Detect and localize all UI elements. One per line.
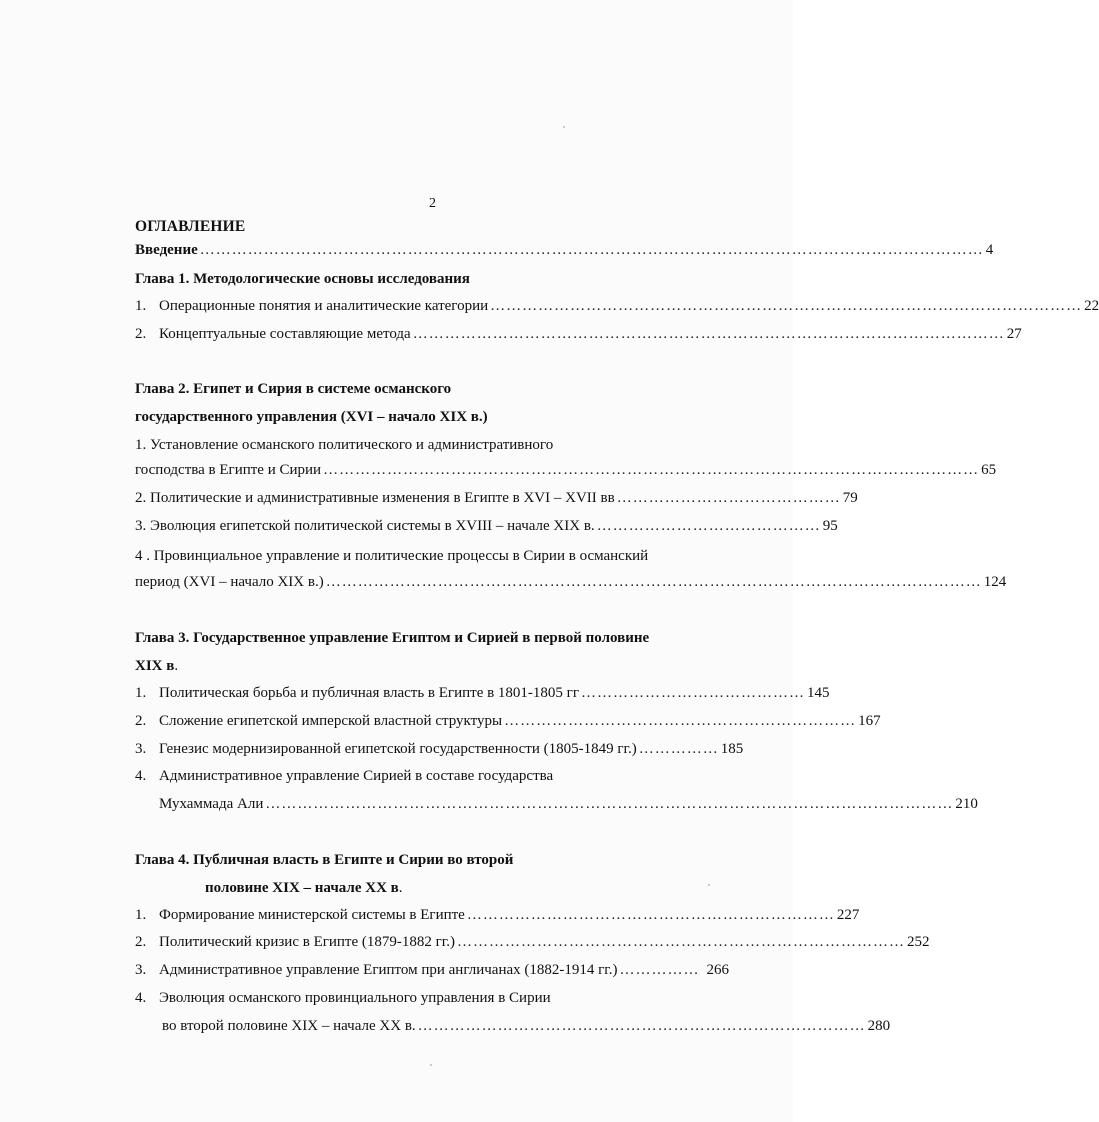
toc-entry-page: 65 [981,462,997,478]
toc-entry-label: господства в Египте и Сирии [135,462,322,478]
toc-entry-number: 1. [135,907,147,923]
toc-entry-2-4[interactable] [135,574,1007,596]
dot-leader: ………………………………………………………………………………………………… [490,298,1083,314]
scan-speck [708,884,710,886]
toc-entry-1-1[interactable] [135,298,1099,320]
toc-entry-page: 4 [985,242,994,258]
chapter-4-title-line1[interactable]: Глава 4. Публичная власть в Египте и Сирии во второй [135,852,514,868]
dot-leader: ………………………………………………………………………………………………………………………………… [199,242,984,258]
toc-entry-number: 4. [135,990,147,1006]
toc-entry-label: Административное управление Сирией в составе государства [159,768,554,784]
toc-entry-label: во второй половине XIX – начале XX в. [162,1018,416,1034]
toc-entry-number: 3. [135,962,147,978]
dot-leader: …………………………………………………………………………………………………………… [325,574,982,590]
dot-leader: ………………………………………………………… [504,713,857,729]
toc-entry-label: Эволюция османского провинциального управления в Сирии [159,990,551,1006]
toc-entry-label: Политическая борьба и публичная власть в Египте в 1801-1805 гг [159,685,579,701]
toc-entry-page: 266 [706,962,729,978]
toc-entry-label: Операционные понятия и аналитические категории [159,298,489,314]
toc-entry-page: 95 [822,518,838,534]
toc-entry-2-2[interactable] [135,490,858,512]
dot-leader: ………………………………………………………………………… [457,934,905,950]
toc-entry-number: 1. [135,298,147,314]
toc-entry-4-3[interactable] [135,962,729,984]
dot-leader: …………………………………………………………… [466,907,835,923]
toc-entry-number: 4. [135,768,147,784]
toc-entry-label: Политический кризис в Египте (1879-1882 гг.) [159,934,455,950]
toc-entry-page: 227 [836,907,860,923]
toc-entry-3-4[interactable] [159,796,978,818]
toc-entry-page: 210 [955,796,978,812]
chapter-4-title-line2-text: половине XIX – начале XX в [205,880,399,896]
toc-entry-page: 27 [1006,326,1022,342]
toc-entry-number: 2. [135,326,147,342]
toc-entry-4-4-line1[interactable] [135,990,551,1012]
dot-leader: ………………………………………………………………………… [417,1018,866,1034]
toc-entry-page: 22 [1084,298,1099,314]
dot-leader: …………………………………………………………………………………………………………… [323,462,980,478]
toc-entry-page: 124 [983,574,1007,590]
toc-title: ОГЛАВЛЕНИЕ [135,218,246,235]
toc-entry-label: Сложение египетской имперской властной структуры [159,713,503,729]
chapter-2-title-line1[interactable]: Глава 2. Египет и Сирия в системе османского [135,381,452,397]
chapter-3-title-line2-text: XIX в [135,658,175,674]
chapter-3-title-line2[interactable] [135,658,178,675]
scan-speck [563,126,565,128]
toc-entry-4-1[interactable] [135,907,860,929]
toc-entry-number: 3. [135,741,147,757]
toc-entry-label: Формирование министерской системы в Египте [159,907,465,923]
toc-entry-intro[interactable] [135,242,994,264]
scan-speck [430,1064,432,1066]
toc-entry-label: Концептуальные составляющие метода [159,326,411,342]
toc-entry-3-3[interactable] [135,741,744,763]
toc-entry-label: Административное управление Египтом при англичанах (1882-1914 гг.) [159,962,618,978]
toc-entry-label: 3. Эволюция египетской политической системы в XVIII – начале XIX в. [135,518,595,534]
chapter-3-title-line2-dot: . [174,658,179,674]
toc-entry-2-4-line1[interactable]: 4 . Провинциальное управление и политические процессы в Сирии в османский [135,548,649,564]
toc-entry-page: 252 [907,934,930,950]
dot-leader: …………………………………… [596,518,821,534]
toc-entry-label: Генезис модернизированной египетской государственности (1805-1849 гг.) [159,741,637,757]
chapter-1-title[interactable]: Глава 1. Методологические основы исследования [135,271,470,287]
toc-entry-3-2[interactable] [135,713,881,735]
toc-entry-page: 280 [867,1018,891,1034]
toc-entry-2-1[interactable] [135,462,997,484]
toc-entry-page: 185 [720,741,744,757]
toc-entry-2-3[interactable] [135,518,838,540]
toc-entry-page: 167 [858,713,881,729]
toc-entry-number: 2. [135,713,147,729]
toc-entry-label: 2. Политические и административные изменения в Египте в XVI – XVII вв [135,490,615,506]
toc-entry-1-2[interactable] [135,326,1022,348]
toc-entry-3-4-line1[interactable] [135,768,553,790]
chapter-3-title-line1[interactable]: Глава 3. Государственное управление Египтом и Сирией в первой половине [135,630,650,646]
toc-entry-4-4[interactable] [162,1018,891,1040]
dot-leader: ………………………………………………………………………………………………… [412,326,1005,342]
dot-leader: …………………………………… [580,685,805,701]
toc-entry-page: 79 [842,490,858,506]
toc-entry-2-1-line1[interactable]: 1. Установление османского политического и административного [135,437,554,453]
chapter-2-title-line2[interactable]: государственного управления (XVI – начало XIX в.) [135,409,488,425]
toc-entry-label: Мухаммада Али [159,796,264,812]
chapter-4-title-line2[interactable] [205,880,403,897]
toc-entry-page: 145 [806,685,830,701]
dot-leader: …………… [638,741,719,757]
dot-leader: …………… [619,962,700,978]
dot-leader: ………………………………………………………………………………………………………………… [265,796,954,812]
toc-entry-4-2[interactable] [135,934,930,956]
page-number: 2 [429,196,436,211]
toc-entry-label: период (XVI – начало XIX в.) [135,574,324,590]
toc-entry-number: 1. [135,685,147,701]
toc-entry-3-1[interactable] [135,685,830,707]
chapter-4-title-line2-dot: . [398,880,403,896]
dot-leader: …………………………………… [616,490,841,506]
toc-entry-label: Введение [135,242,198,258]
toc-entry-number: 2. [135,934,147,950]
